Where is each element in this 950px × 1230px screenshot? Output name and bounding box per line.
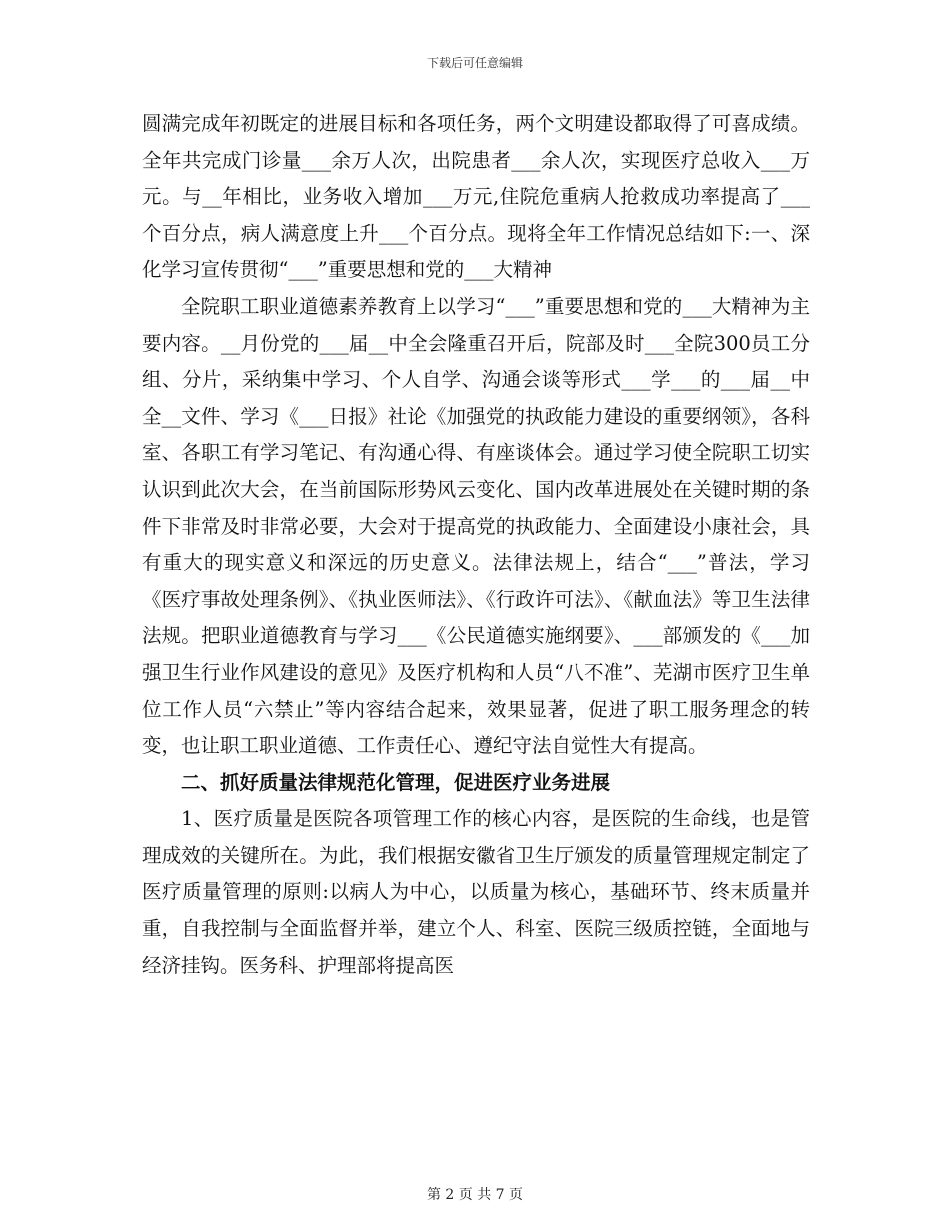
paragraph-medical-quality: 1、医疗质量是医院各项管理工作的核心内容，是医院的生命线，也是管理成效的关键所在。为此，我们根据安徽省卫生厅颁发的质量管理规定制定了医疗质量管理的原则:以病人为中心，以质量为核心，基础环节、终末质量并重，自我控制与全面监督并举，建立个人、科室、医院三级质控链，全面地与经济挂钩。医务科、护理部将提高医 bbox=[142, 807, 810, 977]
page-header: 下载后可任意编辑 bbox=[426, 56, 523, 70]
page-number: 第 2 页 共 7 页 bbox=[426, 1187, 524, 1203]
paragraph-intro: 圆满完成年初既定的进展目标和各项任务，两个文明建设都取得了可喜成绩。全年共完成门诊量___余万人次，出院患者___余人次，实现医疗总收入___万元。与__年相比，业务收入增加___万元,住院危重病人抢救成功率提高了___个百分点，病人满意度上升___个百分点。现将全年工作情况总结如下:一、深化学习宣传贯彻“___”重要思想和党的___大精神 bbox=[142, 112, 810, 282]
paragraph-study-education: 全院职工职业道德素养教育上以学习“___”重要思想和党的___大精神为主要内容。__月份党的___届__中全会隆重召开后，院部及时___全院300员工分组、分片，采纳集中学习、个人自学、沟通会谈等形式___学___的___届__中全__文件、学习《___日报》社论《加强党的执政能力建设的重要纲领》，各科室、各职工有学习笔记、有沟通心得、有座谈体会。通过学习使全院职工切实认识到此次大会，在当前国际形势风云变化、国内改革进展处在关键时期的条件下非常及时非常必要，大会对于提高党的执政能力、全面建设小康社会，具有重大的现实意义和深远的历史意义。法律法规上，结合“___”普法，学习《医疗事故处理条例》、《执业医师法》、《行政许可法》、《献血法》等卫生法律法规。把职业道德教育与学习___《公民道德实施纲要》、___部颁发的《___加强卫生行业作风建设的意见》及医疗机构和人员“八不准”、芜湖市医疗卫生单位工作人员“六禁止”等内容结合起来，效果显著，促进了职工服务理念的转变，也让职工职业道德、工作责任心、遵纪守法自觉性大有提高。 bbox=[142, 294, 810, 758]
document-body bbox=[142, 106, 810, 984]
section-heading-quality: 二、抓好质量法律规范化管理，促进医疗业务进展 bbox=[181, 770, 611, 794]
